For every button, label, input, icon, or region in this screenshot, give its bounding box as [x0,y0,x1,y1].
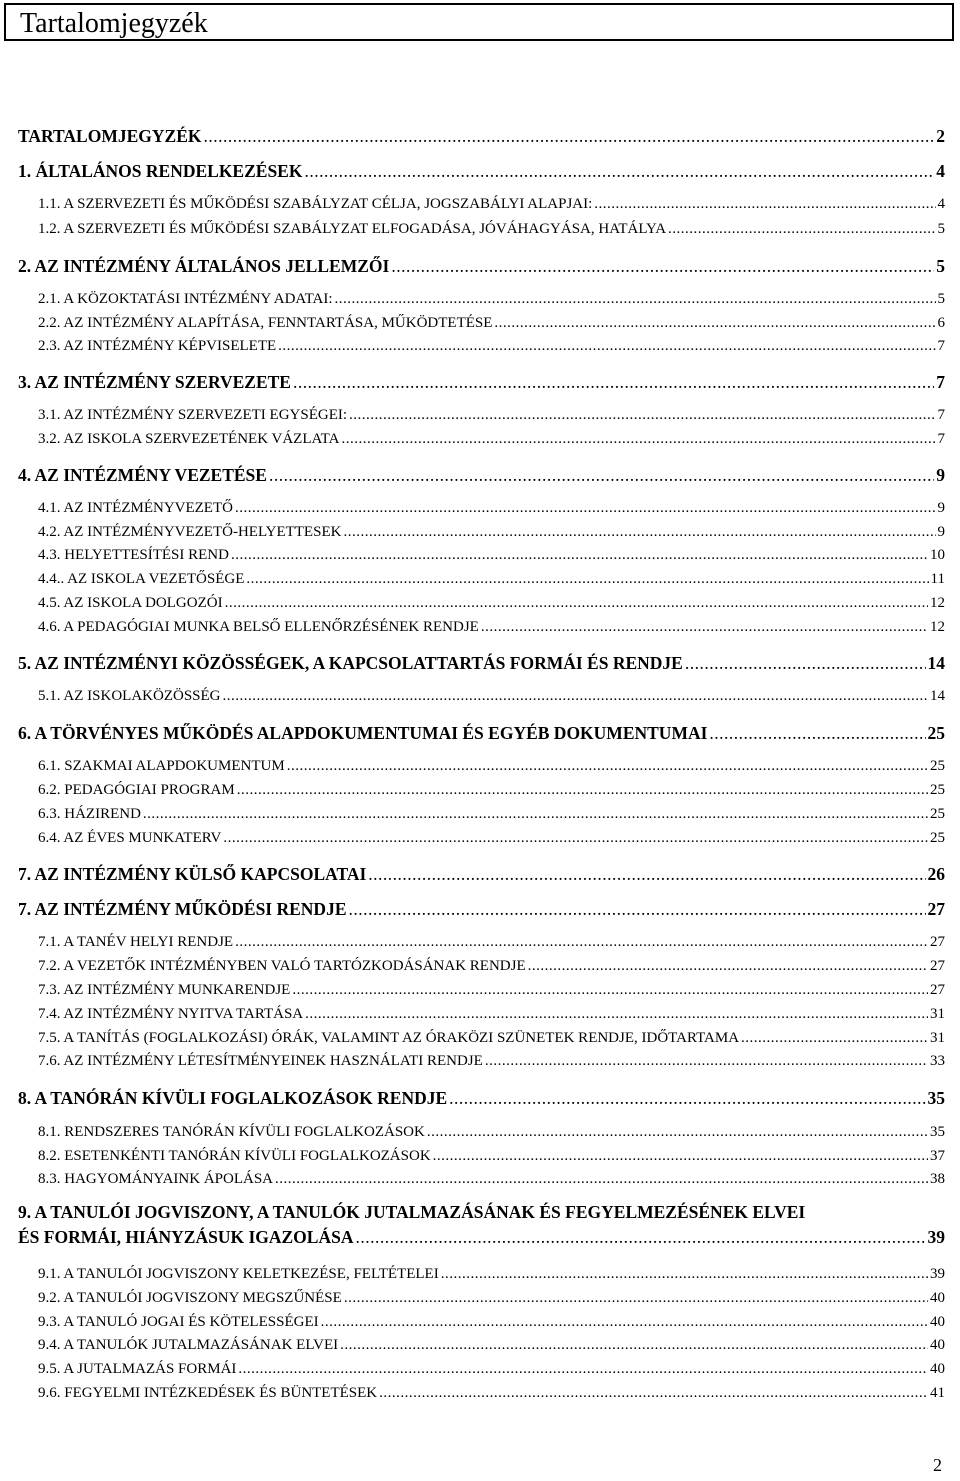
toc-entry-label: 1.2. A SZERVEZETI ÉS MŰKÖDÉSI SZABÁLYZAT ELFOGADÁSA, JÓVÁHAGYÁSA, HATÁLYA [38,221,667,237]
toc-entry[interactable] [18,1088,945,1109]
toc-entry[interactable] [38,407,945,424]
toc-entry-label: 7.6. AZ INTÉZMÉNY LÉTESÍTMÉNYEINEK HASZNÁLATI RENDJE [38,1053,483,1069]
toc-entry[interactable] [38,806,945,823]
toc-entry-label: 6.3. HÁZIREND [38,806,141,822]
toc-entry-label: 9.2. A TANULÓI JOGVISZONY MEGSZŰNÉSE [38,1290,342,1306]
toc-entry-page: 31 [930,1030,945,1046]
toc-entry-page: 9 [936,465,945,485]
toc-entry-page: 5 [937,291,945,307]
leader-dots [292,982,928,999]
toc-entry-label: 3.2. AZ ISKOLA SZERVEZETÉNEK VÁZLATA [38,431,340,447]
leader-dots [237,782,928,799]
toc-entry-label: 7.1. A TANÉV HELYI RENDJE [38,934,234,950]
toc-entry-label-line2: ÉS FORMÁI, HIÁNYZÁSUK IGAZOLÁSA [18,1227,354,1247]
toc-entry-label: 9.6. FEGYELMI INTÉZKEDÉSEK ÉS BÜNTETÉSEK [38,1385,378,1401]
toc-entry-page: 7 [937,431,945,447]
leader-dots [321,1314,928,1331]
toc-entry-page: 10 [930,547,945,563]
leader-dots [340,1337,928,1354]
toc-entry-label: TARTALOMJEGYZÉK [18,126,202,146]
leader-dots [349,899,926,920]
page-number: 2 [933,1455,942,1475]
toc-entry[interactable] [38,1148,945,1165]
toc-entry-label: 4.2. AZ INTÉZMÉNYVEZETŐ-HELYETTESEK [38,524,342,540]
toc-entry-page: 7 [937,338,945,354]
toc-entry[interactable] [38,571,945,588]
toc-entry-label: 1. ÁLTALÁNOS RENDELKEZÉSEK [18,161,303,181]
toc-entry-page: 25 [930,782,945,798]
toc-entry-label: 9.1. A TANULÓI JOGVISZONY KELETKEZÉSE, FELTÉTELEI [38,1266,439,1282]
toc-entry-label: 6.1. SZAKMAI ALAPDOKUMENTUM [38,758,285,774]
toc-entry-page: 5 [937,221,945,237]
leader-dots [223,688,928,705]
leader-dots [709,723,925,744]
leader-dots [368,864,925,885]
toc-entry-9[interactable] [18,1202,945,1247]
toc-entry[interactable] [18,126,945,147]
leader-dots [379,1385,928,1402]
toc-entry-page: 9 [937,524,945,540]
leader-dots [481,619,928,636]
leader-dots [305,1006,928,1023]
toc-entry-label: 8.2. ESETENKÉNTI TANÓRÁN KÍVÜLI FOGLALKOZÁSOK [38,1148,431,1164]
toc-entry[interactable] [18,864,945,885]
toc-entry-page: 40 [930,1290,945,1306]
toc-entry-page: 5 [936,256,945,276]
toc-entry[interactable] [38,1266,945,1283]
toc-entry-label: 2.3. AZ INTÉZMÉNY KÉPVISELETE [38,338,277,354]
toc-entry-label: 2.1. A KÖZOKTATÁSI INTÉZMÉNY ADATAI: [38,291,333,307]
toc-entry-page: 11 [930,571,945,587]
leader-dots [275,1171,928,1188]
toc-entry-label: 1.1. A SZERVEZETI ÉS MŰKÖDÉSI SZABÁLYZAT CÉLJA, JOGSZABÁLYI ALAPJAI: [38,196,593,212]
toc-entry-page: 40 [930,1314,945,1330]
toc-entry-page: 41 [930,1385,945,1401]
toc-entry[interactable] [38,524,945,541]
toc-entry[interactable] [38,1124,945,1141]
toc-entry-page: 9 [937,500,945,516]
leader-dots [685,653,926,674]
toc-entry-page: 37 [930,1148,945,1164]
leader-dots [223,830,928,847]
leader-dots [494,315,935,332]
toc-entry[interactable] [18,372,945,393]
toc-entry-page: 27 [930,982,945,998]
toc-entry-label: 3. AZ INTÉZMÉNY SZERVEZETE [18,372,291,392]
leader-dots [203,126,934,147]
toc-entry-label: 7. AZ INTÉZMÉNY MŰKÖDÉSI RENDJE [18,899,347,919]
toc-entry[interactable] [18,465,945,486]
toc-entry-label: 8.1. RENDSZERES TANÓRÁN KÍVÜLI FOGLALKOZÁSOK [38,1124,425,1140]
leader-dots [335,291,936,308]
leader-dots [668,221,935,238]
leader-dots [344,1290,928,1307]
toc-entry[interactable] [38,196,945,213]
leader-dots [235,500,936,517]
toc-entry[interactable] [38,338,945,355]
toc-entry-label: 9.4. A TANULÓK JUTALMAZÁSÁNAK ELVEI [38,1337,339,1353]
toc-entry-label: 4.1. AZ INTÉZMÉNYVEZETŐ [38,500,233,516]
toc-entry-page: 25 [927,723,945,743]
leader-dots [341,431,935,448]
toc-entry[interactable] [38,982,945,999]
toc-entry-label: 6.2. PEDAGÓGIAI PROGRAM [38,782,235,798]
toc-entry[interactable] [38,1385,945,1402]
toc-entry-page: 6 [937,315,945,331]
toc-entry-page: 39 [927,1227,945,1247]
toc-entry-label: 4.6. A PEDAGÓGIAI MUNKA BELSŐ ELLENŐRZÉSÉNEK RENDJE [38,619,479,635]
toc-entry-page: 14 [927,653,945,673]
toc-entry-page: 27 [930,958,945,974]
toc-entry[interactable] [38,958,945,975]
toc-entry[interactable] [38,221,945,238]
toc-entry-page: 25 [930,806,945,822]
toc-entry[interactable] [38,315,945,332]
leader-dots [246,571,928,588]
toc-entry[interactable] [38,1361,945,1378]
toc-entry[interactable] [18,723,945,744]
toc-entry-label-line1: 9. A TANULÓI JOGVISZONY, A TANULÓK JUTALMAZÁSÁNAK ÉS FEGYELMEZÉSÉNEK ELVEI [18,1202,806,1222]
toc-entry[interactable] [38,758,945,775]
toc-entry-label: 7. AZ INTÉZMÉNY KÜLSŐ KAPCSOLATAI [18,864,367,884]
toc-entry[interactable] [38,934,945,951]
toc-entry-label: 9.5. A JUTALMAZÁS FORMÁI [38,1361,237,1377]
leader-dots [349,407,935,424]
toc-entry[interactable] [38,1030,945,1047]
toc-entry-page: 33 [930,1053,945,1069]
leader-dots [441,1266,928,1283]
leader-dots [231,547,928,564]
toc-entry[interactable] [38,782,945,799]
toc-entry-label: 7.4. AZ INTÉZMÉNY NYITVA TARTÁSA [38,1006,304,1022]
leader-dots [238,1361,928,1378]
toc-entry-page: 4 [937,196,945,212]
toc-entry[interactable] [38,431,945,448]
toc-entry[interactable] [18,899,945,920]
toc-entry-label: 7.5. A TANÍTÁS (FOGLALKOZÁSI) ÓRÁK, VALAMINT AZ ÓRAKÖZI SZÜNETEK RENDJE, IDŐTARTAMA [38,1030,740,1046]
toc-entry-page: 35 [927,1088,945,1108]
toc-entry-page: 26 [927,864,945,884]
toc-entry[interactable] [38,1053,945,1070]
toc-entry-page: 4 [936,161,945,181]
toc-entry-page: 7 [936,372,945,392]
document-title: Tartalomjegyzék [20,8,208,39]
toc-entry-label: 4.5. AZ ISKOLA DOLGOZÓI [38,595,223,611]
toc-entry[interactable] [38,619,945,636]
toc-entry-label: 2. AZ INTÉZMÉNY ÁLTALÁNOS JELLEMZŐI [18,256,390,276]
toc-entry-label: 4. AZ INTÉZMÉNY VEZETÉSE [18,465,267,485]
leader-dots [304,161,934,182]
leader-dots [269,465,934,486]
toc-entry-page: 2 [936,126,945,146]
toc-entry-label: 5.1. AZ ISKOLAKÖZÖSSÉG [38,688,221,704]
leader-dots [235,934,928,951]
toc-entry-page: 25 [930,758,945,774]
toc-entry-page: 27 [930,934,945,950]
leader-dots [427,1124,928,1141]
toc-entry-label: 6. A TÖRVÉNYES MŰKÖDÉS ALAPDOKUMENTUMAI ÉS EGYÉB DOKUMENTUMAI [18,723,708,743]
leader-dots [225,595,928,612]
leader-dots [528,958,928,975]
leader-dots [594,196,935,213]
toc-entry-page: 14 [930,688,945,704]
leader-dots [287,758,928,775]
toc-entry-page: 40 [930,1337,945,1353]
toc-entry[interactable] [38,500,945,517]
toc-entry[interactable] [38,1290,945,1307]
toc-entry[interactable] [38,1171,945,1188]
toc-entry-page: 31 [930,1006,945,1022]
leader-dots [355,1227,925,1248]
toc-entry-page: 12 [930,595,945,611]
toc-entry[interactable] [18,256,945,277]
leader-dots [433,1148,928,1165]
toc-entry-page: 7 [937,407,945,423]
toc-entry[interactable] [38,291,945,308]
toc-entry-page: 38 [930,1171,945,1187]
toc-entry[interactable] [18,653,945,674]
leader-dots [343,524,935,541]
toc-entry-label: 9.3. A TANULÓ JOGAI ÉS KÖTELESSÉGEI [38,1314,319,1330]
toc-entry[interactable] [38,547,945,564]
toc-entry[interactable] [38,1314,945,1331]
toc-entry-label: 3.1. AZ INTÉZMÉNY SZERVEZETI EGYSÉGEI: [38,407,348,423]
toc-entry-label: 4.4.. AZ ISKOLA VEZETŐSÉGE [38,571,245,587]
toc-entry[interactable] [38,1337,945,1354]
toc-entry-label: 4.3. HELYETTESÍTÉSI REND [38,547,229,563]
toc-entry-page: 27 [927,899,945,919]
toc-entry-label: 7.2. A VEZETŐK INTÉZMÉNYBEN VALÓ TARTÓZKODÁSÁNAK RENDJE [38,958,526,974]
leader-dots [293,372,934,393]
leader-dots [143,806,928,823]
toc-entry-label: 7.3. AZ INTÉZMÉNY MUNKARENDJE [38,982,291,998]
toc-entry-page: 35 [930,1124,945,1140]
toc-entry-9-line2 [18,1227,945,1248]
leader-dots [391,256,934,277]
leader-dots [741,1030,928,1047]
toc-entry[interactable] [38,830,945,847]
toc-entry-label: 5. AZ INTÉZMÉNYI KÖZÖSSÉGEK, A KAPCSOLATTARTÁS FORMÁI ÉS RENDJE [18,653,683,673]
toc-entry-page: 25 [930,830,945,846]
toc-entry-label: 8. A TANÓRÁN KÍVÜLI FOGLALKOZÁSOK RENDJE [18,1088,448,1108]
toc-entry[interactable] [38,688,945,705]
toc-entry-label: 6.4. AZ ÉVES MUNKATERV [38,830,222,846]
leader-dots [278,338,935,355]
toc-entry-page: 12 [930,619,945,635]
toc-entry[interactable] [38,1006,945,1023]
toc-entry-label: 2.2. AZ INTÉZMÉNY ALAPÍTÁSA, FENNTARTÁSA, MŰKÖDTETÉSE [38,315,493,331]
toc-entry-label: 8.3. HAGYOMÁNYAINK ÁPOLÁSA [38,1171,274,1187]
leader-dots [449,1088,925,1109]
leader-dots [485,1053,928,1070]
toc-entry-page: 40 [930,1361,945,1377]
toc-entry[interactable] [38,595,945,612]
toc-entry[interactable] [18,161,945,182]
toc-entry-page: 39 [930,1266,945,1282]
